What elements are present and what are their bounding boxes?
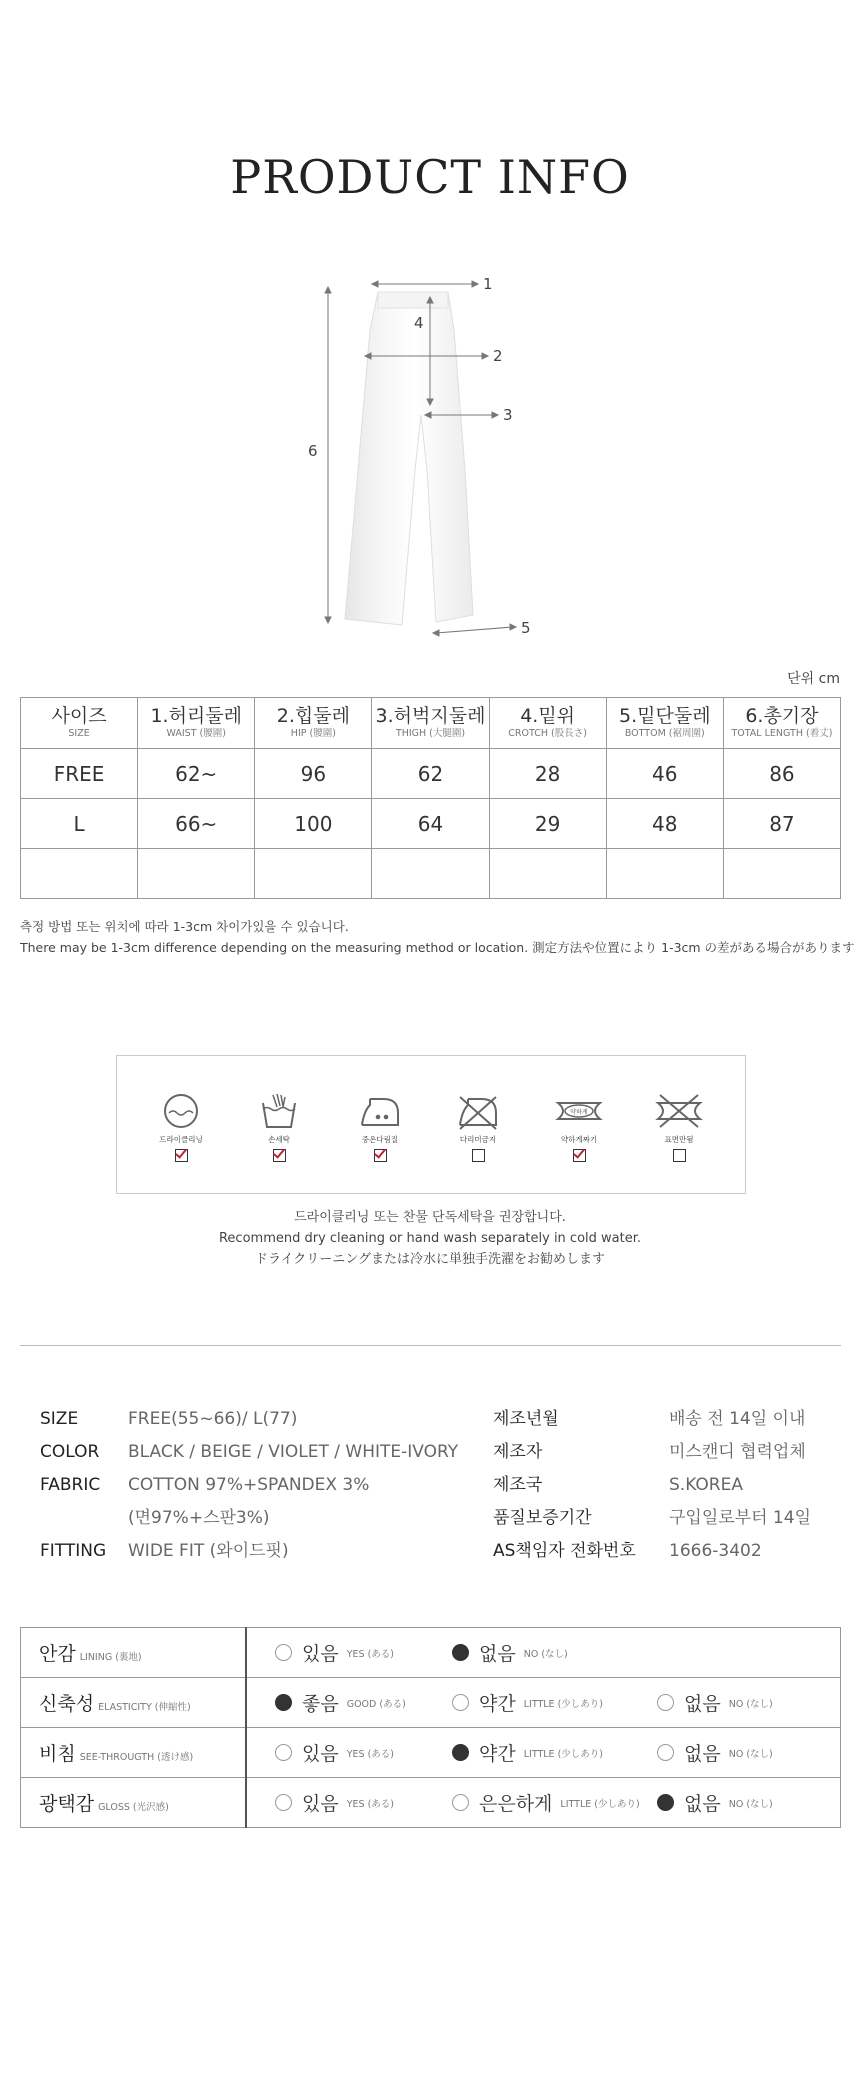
size-table-header [21, 698, 841, 749]
diagram-label-6: 6 [308, 442, 318, 460]
diagram-label-3: 3 [503, 406, 513, 424]
spec-key: FITTING [40, 1541, 107, 1561]
table-cell [138, 849, 255, 899]
radio-button[interactable] [275, 1794, 292, 1811]
option-ko: 없음 [684, 1793, 721, 1815]
care-label: 표면만뒴 [664, 1135, 694, 1144]
care-item-iron [345, 1091, 415, 1162]
care-checkbox[interactable] [673, 1149, 686, 1162]
no-tumble-icon [654, 1091, 704, 1131]
spec-value: S.KOREA [669, 1475, 743, 1495]
spec-row [40, 1436, 458, 1469]
feature-en: SEE-THROUGTH (透け感) [79, 1752, 194, 1763]
spec-value: FREE(55~66)/ L(77) [128, 1409, 298, 1429]
feature-options [246, 1728, 841, 1778]
feature-en: LINING (裏地) [79, 1652, 142, 1663]
header-cell [255, 698, 372, 749]
specs-left [40, 1403, 458, 1568]
header-en: TOTAL LENGTH (着丈) [731, 728, 833, 739]
feature-options [246, 1778, 841, 1828]
option-en: NO (なし) [728, 1798, 773, 1810]
radio-button[interactable] [657, 1744, 674, 1761]
spec-row [493, 1436, 811, 1469]
iron-medium-icon [358, 1091, 402, 1131]
option-ko: 있음 [302, 1793, 339, 1815]
header-cell [723, 698, 840, 749]
table-row [21, 799, 841, 849]
table-cell: 66~ [138, 799, 255, 849]
spec-value: 미스캔디 협력업체 [669, 1442, 806, 1462]
option-ko: 좋음 [302, 1693, 339, 1715]
header-cell [21, 698, 138, 749]
table-cell: L [21, 799, 138, 849]
table-cell: 46 [606, 749, 723, 799]
table-cell [723, 849, 840, 899]
care-label: 약하게짜기 [560, 1135, 598, 1144]
option-en: NO (なし) [523, 1648, 568, 1660]
radio-button[interactable] [657, 1794, 674, 1811]
specs-right [493, 1403, 811, 1568]
care-text-ko: 드라이클리닝 또는 찬물 단독세탁을 권장합니다. [294, 1210, 566, 1225]
unit-label: 단위 cm [787, 671, 840, 687]
spec-value: 1666-3402 [669, 1541, 762, 1561]
table-cell: 62 [372, 749, 489, 799]
table-row [21, 849, 841, 899]
feature-ko: 신축성 [39, 1693, 95, 1715]
measure-note-en-jp: There may be 1-3cm difference depending on the measuring method or location. 測定方法や位置により 1-3cm の差がある場合があります [20, 940, 855, 955]
table-cell [372, 849, 489, 899]
option-ko: 있음 [302, 1643, 339, 1665]
option[interactable] [275, 1678, 406, 1727]
table-cell: 100 [255, 799, 372, 849]
option[interactable] [657, 1728, 773, 1777]
feature-name [21, 1728, 247, 1778]
feature-row-elasticity [21, 1678, 841, 1728]
no-iron-icon [456, 1091, 500, 1131]
care-checkbox[interactable] [175, 1149, 188, 1162]
spec-row [493, 1469, 811, 1502]
care-label: 손세탁 [268, 1135, 290, 1144]
dry-clean-icon [159, 1091, 203, 1131]
care-item-no-iron [443, 1091, 513, 1162]
option-en: GOOD (ある) [346, 1698, 406, 1710]
radio-button[interactable] [275, 1744, 292, 1761]
spec-key [40, 1502, 128, 1535]
table-row [21, 749, 841, 799]
header-ko: 1.허리둘레 [150, 705, 242, 727]
table-cell: 86 [723, 749, 840, 799]
spec-key: COLOR [40, 1442, 100, 1462]
option-en: YES (ある) [346, 1648, 394, 1660]
feature-name [21, 1778, 247, 1828]
feature-row-lining [21, 1628, 841, 1678]
spec-row [40, 1502, 458, 1535]
spec-row [40, 1535, 458, 1568]
care-checkbox[interactable] [573, 1149, 586, 1162]
diagram-label-5: 5 [521, 619, 531, 637]
table-cell [606, 849, 723, 899]
spec-value: COTTON 97%+SPANDEX 3% [128, 1475, 370, 1495]
radio-button[interactable] [275, 1694, 292, 1711]
header-ko: 2.힙둘레 [276, 705, 350, 727]
header-ko: 사이즈 [51, 705, 107, 727]
option-ko: 약간 [479, 1693, 516, 1715]
spec-key: 품질보증기간 [493, 1508, 592, 1528]
spec-row [493, 1403, 811, 1436]
care-checkbox[interactable] [472, 1149, 485, 1162]
measure-note-ko: 측정 방법 또는 위치에 따라 1-3cm 차이가있을 수 있습니다. [20, 919, 349, 934]
care-item-wring [544, 1091, 614, 1162]
care-box [116, 1055, 746, 1194]
feature-ko: 안감 [39, 1643, 76, 1665]
diagram-label-1: 1 [483, 275, 493, 293]
diagram-label-2: 2 [493, 347, 503, 365]
table-cell [21, 849, 138, 899]
option-ko: 약간 [479, 1743, 516, 1765]
header-en: HIP (腰圍) [290, 728, 336, 739]
option-en: YES (ある) [346, 1748, 394, 1760]
feature-name [21, 1678, 247, 1728]
spec-value: (면97%+스판3%) [128, 1508, 270, 1528]
table-cell: 96 [255, 749, 372, 799]
option-ko: 은은하게 [479, 1793, 553, 1815]
option-en: NO (なし) [728, 1698, 773, 1710]
spec-key: 제조자 [493, 1442, 543, 1462]
header-cell [489, 698, 606, 749]
spec-row [493, 1502, 811, 1535]
spec-row [40, 1469, 458, 1502]
feature-row-gloss [21, 1778, 841, 1828]
care-label: 중온다림질 [361, 1135, 399, 1144]
feature-row-see-through [21, 1728, 841, 1778]
feature-en: ELASTICITY (伸縮性) [98, 1702, 191, 1713]
radio-button[interactable] [452, 1644, 469, 1661]
svg-text:약하게: 약하게 [570, 1109, 588, 1116]
option[interactable] [452, 1628, 568, 1677]
option-ko: 있음 [302, 1743, 339, 1765]
feature-en: GLOSS (光沢感) [98, 1802, 169, 1813]
spec-value: 구입일로부터 14일 [669, 1508, 811, 1528]
table-cell: 48 [606, 799, 723, 849]
spec-value: 배송 전 14일 이내 [669, 1409, 806, 1429]
table-cell: 29 [489, 799, 606, 849]
divider [20, 1345, 841, 1346]
header-ko: 5.밑단둘레 [619, 705, 711, 727]
feature-options [246, 1628, 841, 1678]
header-cell [372, 698, 489, 749]
option-en: LITTLE (少しあり) [560, 1798, 640, 1810]
feature-ko: 비침 [39, 1743, 76, 1765]
diagram-label-4: 4 [414, 314, 424, 332]
option-en: LITTLE (少しあり) [523, 1698, 603, 1710]
option-ko: 없음 [684, 1693, 721, 1715]
header-ko: 3.허벅지둘레 [375, 705, 486, 727]
table-cell: FREE [21, 749, 138, 799]
spec-key: AS책임자 전화번호 [493, 1541, 636, 1561]
feature-table [20, 1627, 841, 1828]
radio-button[interactable] [452, 1744, 469, 1761]
spec-key: SIZE [40, 1409, 79, 1429]
option[interactable] [657, 1778, 773, 1827]
care-checkbox[interactable] [374, 1149, 387, 1162]
spec-key: 제조년월 [493, 1409, 559, 1429]
pants-illustration [290, 270, 570, 650]
care-text-jp: ドライクリーニングまたは冷水に単独手洗濯をお勧めします [254, 1252, 606, 1267]
option[interactable] [275, 1728, 394, 1777]
header-en: WAIST (腰圍) [166, 728, 226, 739]
pants-diagram [290, 270, 570, 650]
table-cell: 64 [372, 799, 489, 849]
radio-button[interactable] [452, 1794, 469, 1811]
header-en: CROTCH (股長さ) [508, 728, 587, 739]
table-cell: 87 [723, 799, 840, 849]
hand-wash-icon [257, 1091, 301, 1131]
option-en: LITTLE (少しあり) [523, 1748, 603, 1760]
care-text [0, 1207, 860, 1270]
spec-key: FABRIC [40, 1475, 101, 1495]
table-cell [489, 849, 606, 899]
option[interactable] [452, 1778, 640, 1827]
page-title: PRODUCT INFO [230, 150, 630, 204]
option-ko: 없음 [684, 1743, 721, 1765]
care-label: 다리미금지 [459, 1135, 497, 1144]
header-ko: 4.밑위 [520, 705, 576, 727]
header-en: BOTTOM (裾周圍) [624, 728, 705, 739]
option[interactable] [275, 1628, 394, 1677]
header-ko: 6.총기장 [745, 705, 819, 727]
feature-ko: 광택감 [39, 1793, 95, 1815]
option[interactable] [275, 1778, 394, 1827]
spec-row [40, 1403, 458, 1436]
header-cell [606, 698, 723, 749]
size-table [20, 697, 841, 899]
spec-row [493, 1535, 811, 1568]
gentle-wring-icon [554, 1091, 604, 1131]
care-label: 드라이클리닝 [159, 1135, 203, 1144]
option[interactable] [452, 1678, 603, 1727]
option-en: YES (ある) [346, 1798, 394, 1810]
option-en: NO (なし) [728, 1748, 773, 1760]
table-cell: 62~ [138, 749, 255, 799]
table-cell [255, 849, 372, 899]
radio-button[interactable] [275, 1644, 292, 1661]
feature-options [246, 1678, 841, 1728]
radio-button[interactable] [657, 1694, 674, 1711]
spec-value: BLACK / BEIGE / VIOLET / WHITE-IVORY [128, 1442, 459, 1462]
feature-name [21, 1628, 247, 1678]
care-text-en: Recommend dry cleaning or hand wash separately in cold water. [218, 1231, 641, 1246]
care-item-hand-wash [244, 1091, 314, 1162]
care-item-tumble [644, 1091, 714, 1162]
header-en: SIZE [68, 728, 90, 739]
table-cell: 28 [489, 749, 606, 799]
option[interactable] [657, 1678, 773, 1727]
spec-value: WIDE FIT (와이드핏) [128, 1541, 289, 1561]
spec-key: 제조국 [493, 1475, 543, 1495]
care-item-dry-clean [146, 1091, 216, 1162]
header-en: THIGH (大腿圍) [395, 728, 466, 739]
option-ko: 없음 [479, 1643, 516, 1665]
header-cell [138, 698, 255, 749]
care-checkbox[interactable] [273, 1149, 286, 1162]
option[interactable] [452, 1728, 603, 1777]
radio-button[interactable] [452, 1694, 469, 1711]
